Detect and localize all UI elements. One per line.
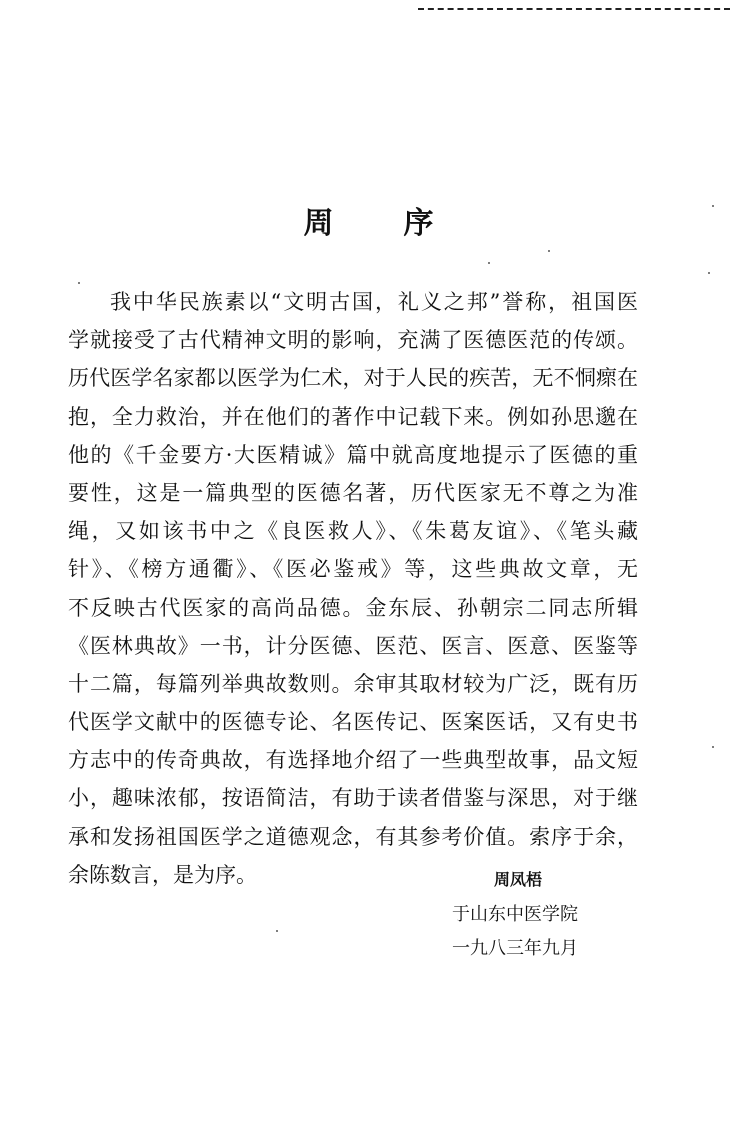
text-line: 方志中的传奇典故，有选择地介绍了一些典型故事，品文短: [68, 748, 638, 773]
signature-date: 一九八三年九月: [452, 938, 578, 959]
text-line: 《医林典故》一书，计分医德、医范、医言、医意、医鉴等: [68, 633, 638, 658]
text-line: 代医学文献中的医德专论、名医传记、医案医话，又有史书: [68, 710, 638, 735]
page-title: 周序: [303, 206, 504, 241]
text-line: 十二篇，每篇列举典故数则。余审其取材较为广泛，既有历: [68, 671, 638, 696]
author-affiliation: 于山东中医学院: [452, 904, 578, 925]
text-line: 余陈数言，是为序。: [68, 862, 257, 887]
text-line: 学就接受了古代精神文明的影响，充满了医德医范的传颂。: [68, 328, 638, 353]
top-edge-dashes: [418, 8, 730, 10]
scan-speck: [712, 205, 714, 207]
text-line: 绳，又如该书中之《良医救人》、《朱葛友谊》、《笔头藏: [68, 519, 638, 544]
author-name: 周凤梧: [494, 870, 543, 889]
scan-speck: [488, 262, 490, 264]
text-line: 针》、《榜方通衢》、《医必鉴戒》等，这些典故文章，无: [68, 557, 638, 582]
scan-speck: [78, 282, 80, 284]
text-line: 小，趣味浓郁，按语简洁，有助于读者借鉴与深思，对于继: [68, 786, 638, 811]
text-line: 不反映古代医家的高尚品德。金东辰、孙朝宗二同志所辑: [68, 595, 638, 620]
scan-speck: [276, 930, 278, 932]
text-line: 我中华民族素以“文明古国，礼义之邦”誉称，祖国医: [110, 290, 638, 314]
text-line: 承和发扬祖国医学之道德观念，有其参考价值。索序于余，: [68, 824, 638, 849]
scan-speck: [712, 746, 714, 748]
text-line: 他的《千金要方·大医精诚》篇中就高度地提示了医德的重: [68, 442, 638, 467]
preface-body: [68, 283, 638, 894]
scan-speck: [548, 250, 550, 252]
text-line: 历代医学名家都以医学为仁术，对于人民的疾苦，无不恫瘝在: [68, 366, 638, 391]
signature-block: [452, 862, 652, 966]
text-line: 抱，全力救治，并在他们的著作中记载下来。例如孙思邈在: [68, 404, 638, 429]
text-line: 要性，这是一篇典型的医德名著，历代医家无不尊之为准: [68, 480, 638, 505]
scan-speck: [708, 272, 710, 274]
